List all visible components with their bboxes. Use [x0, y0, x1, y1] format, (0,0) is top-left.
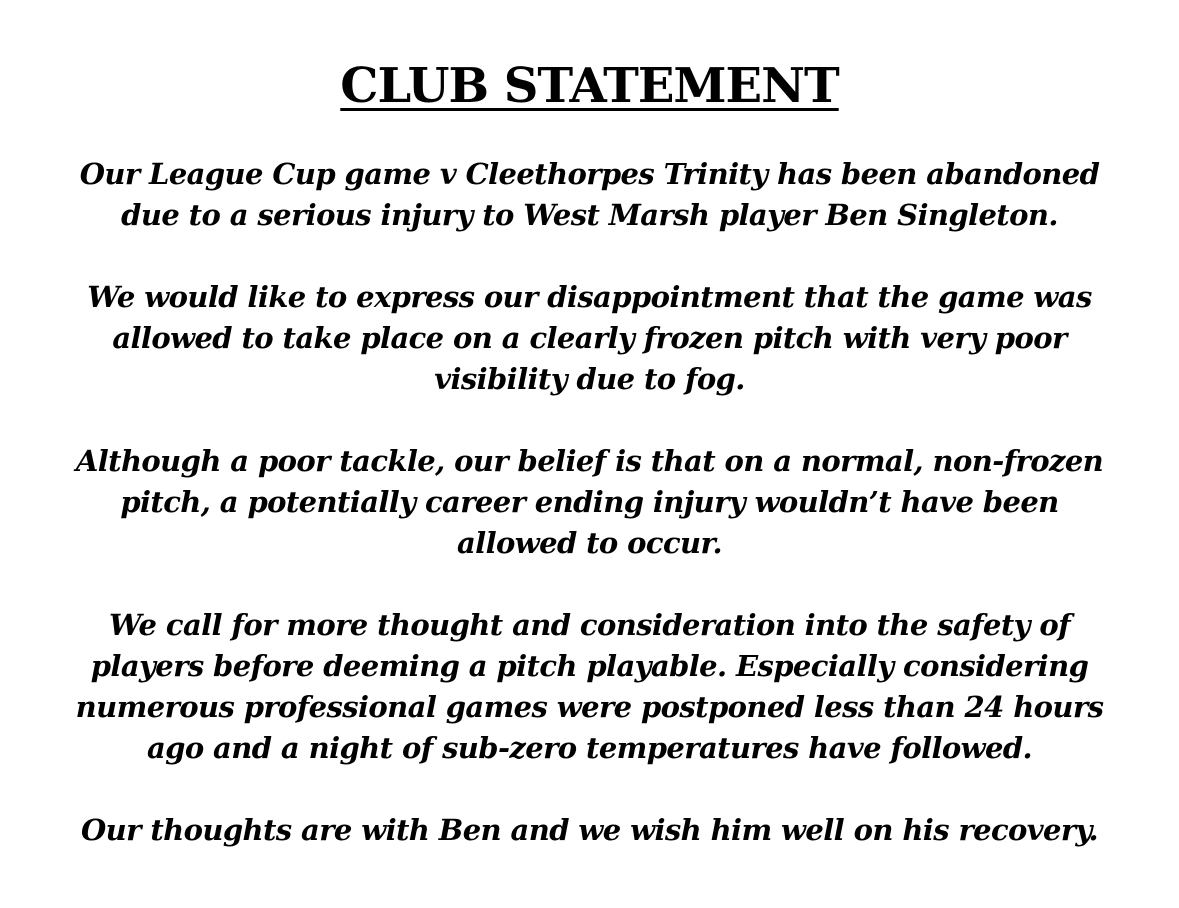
paragraph-line: We would like to express our disappointment that the game was	[87, 280, 1092, 314]
paragraph-disappointment	[40, 277, 1139, 400]
paragraph-line: Although a poor tackle, our belief is that on a normal, non-frozen	[75, 444, 1104, 478]
paragraph-line: numerous professional games were postponed less than 24 hours	[75, 690, 1104, 724]
paragraph-line: players before deeming a pitch playable. Especially considering	[90, 649, 1089, 683]
paragraph-line: visibility due to fog.	[434, 362, 745, 396]
paragraph-line: due to a serious injury to West Marsh player Ben Singleton.	[121, 198, 1058, 232]
paragraph-line: allowed to occur.	[456, 526, 723, 560]
statement-title: CLUB STATEMENT	[340, 58, 839, 114]
paragraph-line: We call for more thought and consideration into the safety of	[108, 608, 1071, 642]
paragraph-line: Our League Cup game v Cleethorpes Trinity has been abandoned	[79, 157, 1100, 191]
paragraph-tackle	[40, 441, 1139, 564]
paragraph-line: Our thoughts are with Ben and we wish him well on his recovery.	[81, 813, 1098, 847]
paragraph-line: allowed to take place on a clearly frozen pitch with very poor	[112, 321, 1067, 355]
paragraph-abandonment	[40, 154, 1139, 236]
paragraph-safety-call	[40, 605, 1139, 769]
paragraph-well-wishes	[40, 810, 1139, 851]
paragraph-line: ago and a night of sub-zero temperatures have followed.	[146, 731, 1033, 765]
paragraph-line: pitch, a potentially career ending injury wouldn’t have been	[120, 485, 1059, 519]
